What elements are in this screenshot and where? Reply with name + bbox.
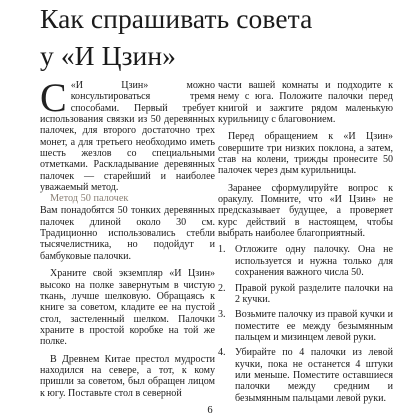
list-text: Возьмите палочку из правой кучки и поместите ее между безымянным пальцем и мизинцем левой руки. bbox=[235, 309, 393, 343]
paragraph: части вашей комнаты и подходите к нему с юга. Положите палочки перед книгой и зажгите рядом маленькую курильницу с благовонием. bbox=[218, 80, 393, 126]
section-subheading: Метод 50 палочек bbox=[50, 193, 129, 205]
list-item bbox=[218, 309, 393, 343]
list-item bbox=[218, 244, 393, 278]
list-item bbox=[218, 283, 393, 306]
intro-text: «И Цзин» можно консультироваться тремя способами. Первый требует использования связки из 50 деревянных палочек, для второго достаточно трех монет, а для третьего необходимо иметь шесть жезлов со специальными отметками. Раскладывание деревянных палочек — старейший и наиболее уважаемый метод. bbox=[40, 80, 215, 194]
page-title bbox=[40, 0, 410, 74]
list-number: 4. bbox=[218, 347, 226, 359]
left-column bbox=[40, 75, 215, 399]
drop-cap: С bbox=[40, 75, 67, 120]
list-text: Отложите одну палочку. Она не используется и нужна только для сохранения важного числа 50. bbox=[235, 244, 393, 279]
list-text: Правой рукой разделите палочки на 2 кучки. bbox=[235, 282, 393, 305]
title-line-1: Как спрашивать совета bbox=[40, 3, 313, 34]
paragraph: В Древнем Китае престол мудрости находился на севере, а тот, к кому пришли за советом, был обращен лицом к югу. Поставьте стол в северной bbox=[40, 353, 215, 399]
steps-list bbox=[218, 244, 393, 403]
paragraph: Храните свой экземпляр «И Цзин» высоко на полке завернутым в чистую ткань, лучше шелковую. Обращаясь к книге за советом, кладите ее на пустой стол, застеленный шелком. Палочки храните в простой коробке на той же полке. bbox=[40, 268, 215, 348]
list-number: 1. bbox=[218, 244, 226, 256]
right-column bbox=[218, 80, 393, 408]
list-text: Убирайте по 4 палочки из левой кучки, пока не останется 4 штуки или меньше. Поместите оставшиеся палочки между средним и безымянным пальцами левой руки. bbox=[235, 347, 393, 404]
list-number: 3. bbox=[218, 309, 226, 321]
list-item bbox=[218, 347, 393, 404]
intro-paragraph bbox=[40, 75, 215, 194]
page-number: 6 bbox=[207, 405, 213, 416]
paragraph: Перед обращением к «И Цзин» совершите три низких поклона, а затем, став на колени, трижды пронесите 50 палочек через дым курильницы. bbox=[218, 131, 393, 177]
paragraph: Вам понадобятся 50 тонких деревянных палочек длиной около 30 см. Традиционно использовались стебли тысячелистника, но подойдут и бамбуковые палочки. bbox=[40, 205, 215, 262]
paragraph: Заранее сформулируйте вопрос к оракулу. Помните, что «И Цзин» не предсказывает будущее, а проверяет курс действий в настоящем, чтобы выбрать наиболее благоприятный. bbox=[218, 182, 393, 240]
list-number: 2. bbox=[218, 282, 226, 294]
title-line-2: у «И Цзин» bbox=[40, 40, 177, 71]
